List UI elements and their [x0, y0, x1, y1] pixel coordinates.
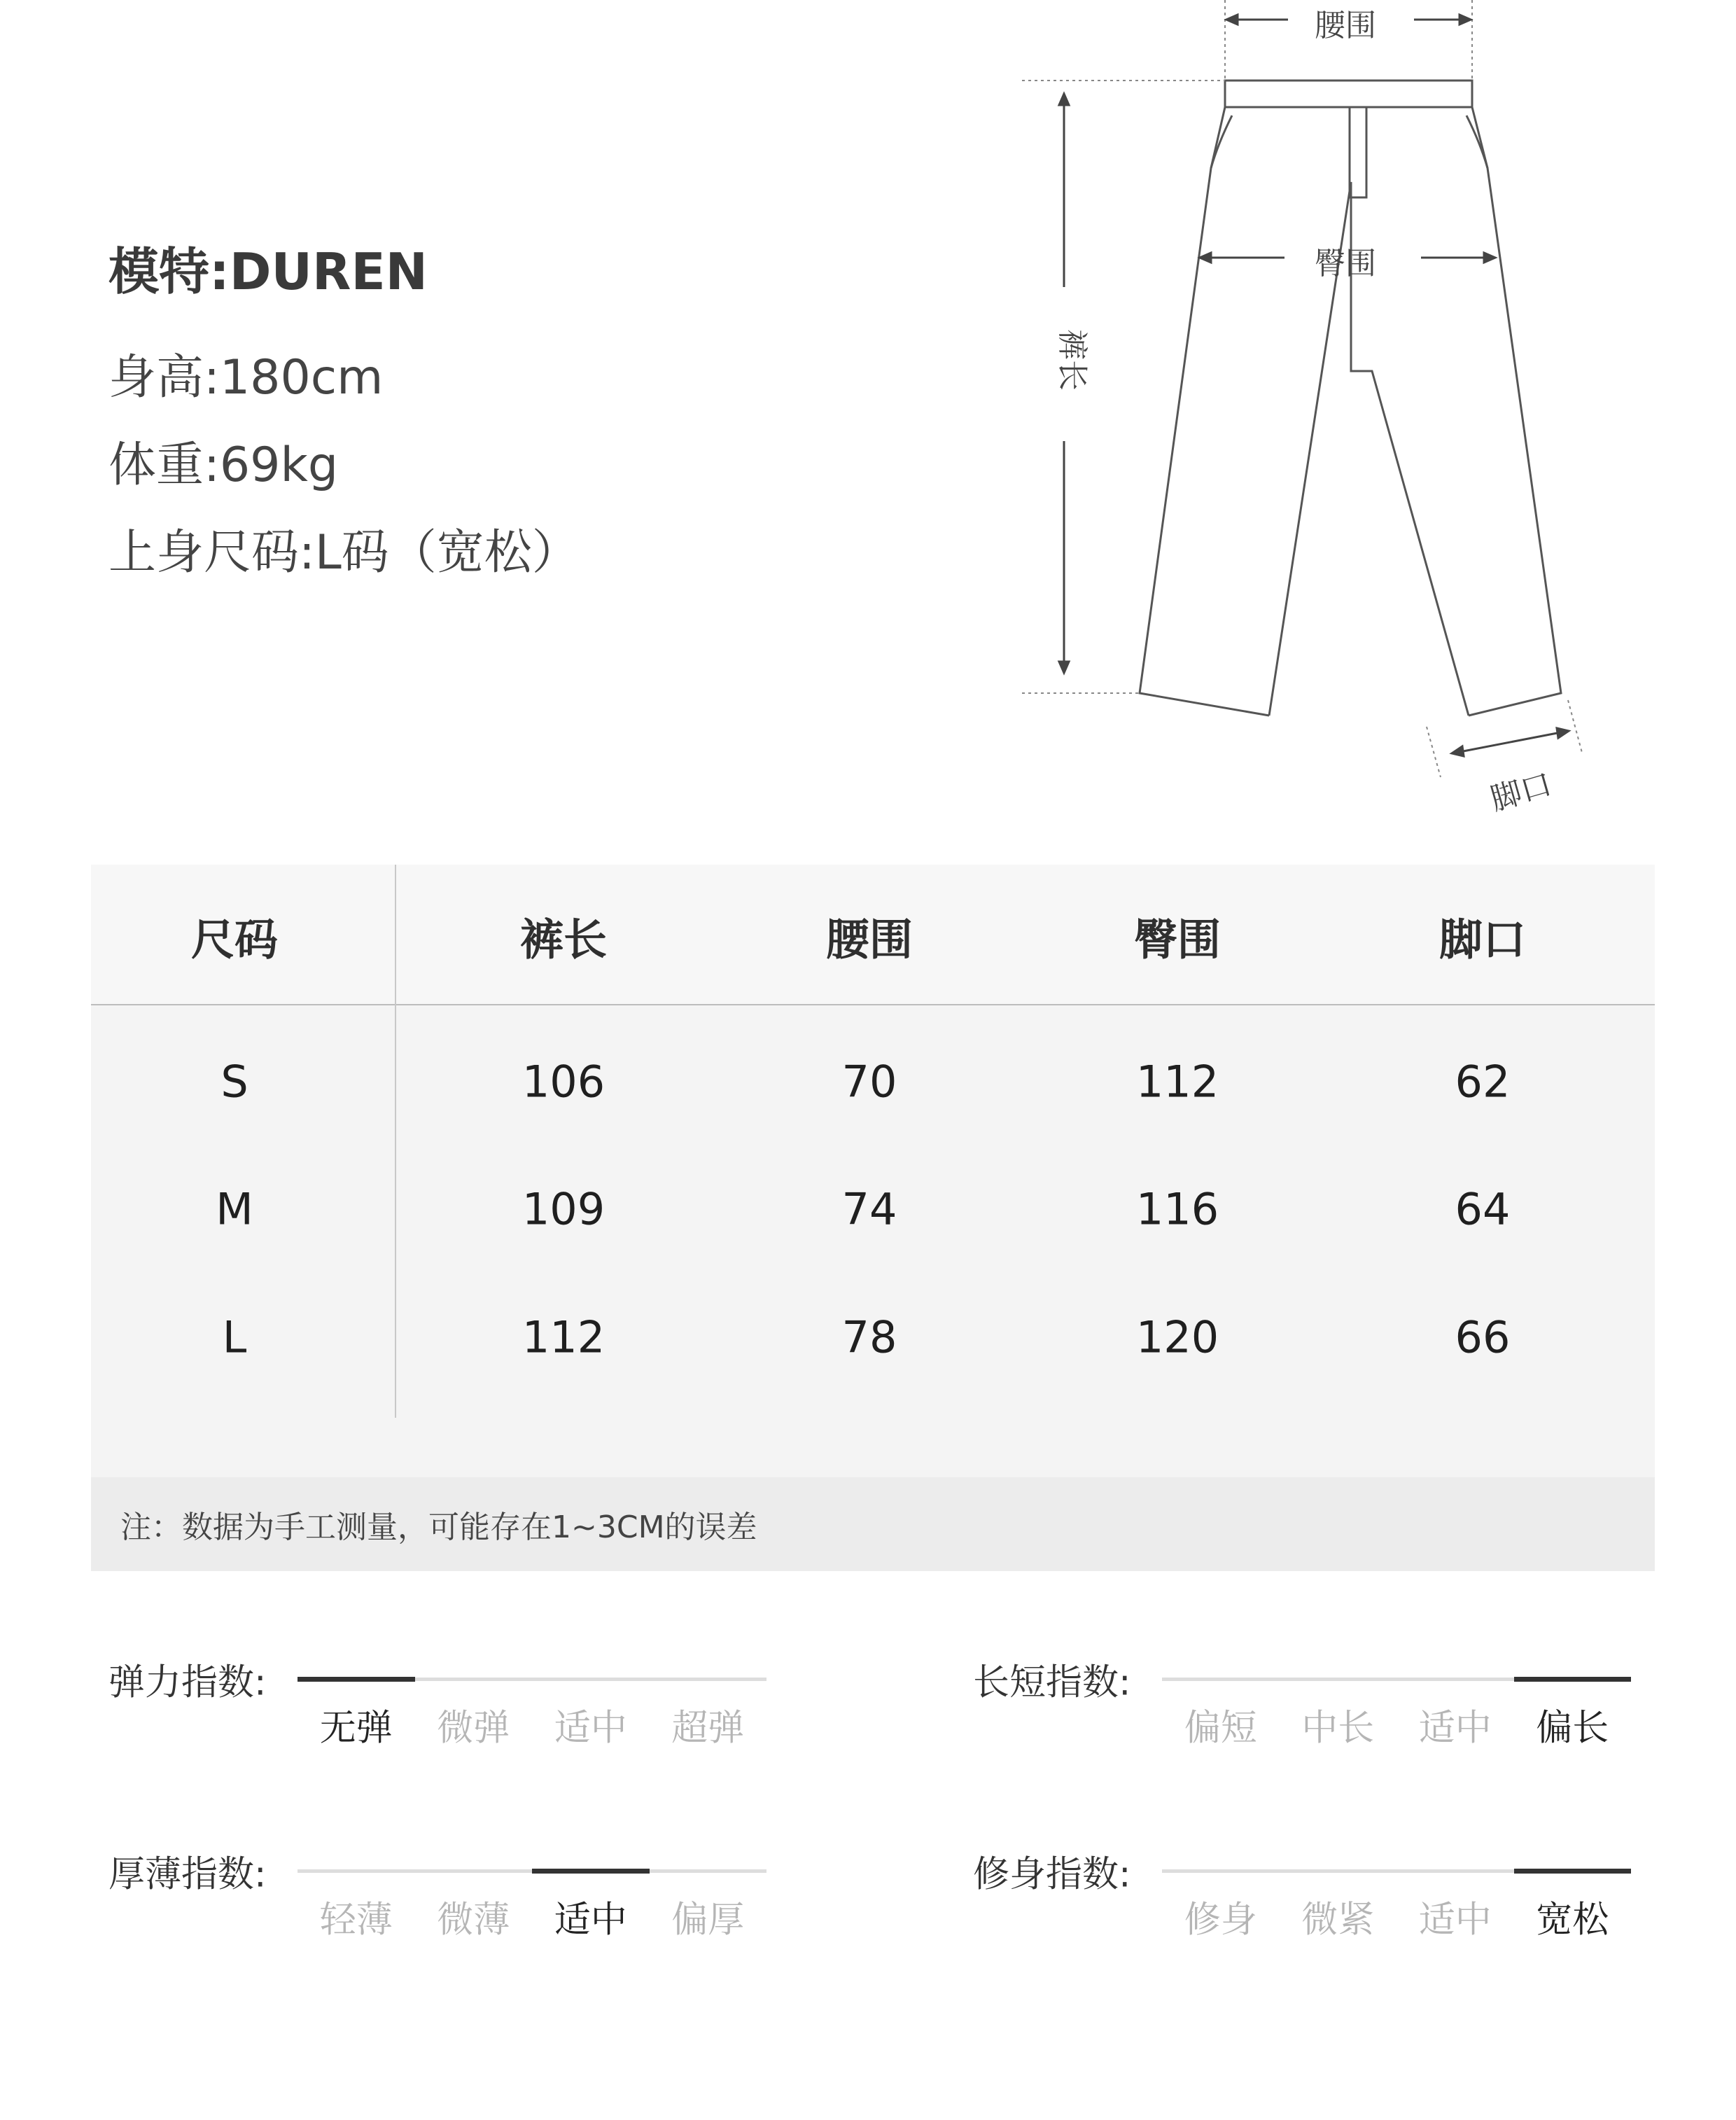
pants-outline-icon [1008, 0, 1624, 840]
model-weight: 体重:69kg [108, 438, 338, 493]
length-index-indicator [1514, 1677, 1632, 1682]
header-length: 裤长 [519, 914, 608, 965]
cell-length: 106 [522, 1056, 606, 1108]
diagram-label-hem: 脚口 [1486, 766, 1556, 818]
header-size: 尺码 [190, 914, 279, 965]
fit-index-option: 微紧 [1301, 1899, 1375, 1941]
thickness-index-option: 微薄 [437, 1899, 510, 1941]
measurement-note: 注：数据为手工测量，可能存在1~3CM的误差 [120, 1509, 757, 1545]
fit-index-option: 适中 [1418, 1899, 1492, 1941]
diagram-label-waist: 腰围 [1315, 8, 1376, 43]
fit-index-indicator [1514, 1869, 1632, 1874]
diagram-label-length: 裤长 [1054, 329, 1090, 391]
cell-length: 109 [522, 1183, 606, 1235]
cell-waist: 78 [841, 1311, 897, 1363]
cell-size: L [222, 1311, 247, 1363]
length-index-option: 适中 [1418, 1707, 1492, 1750]
thickness-index-option: 偏厚 [671, 1899, 745, 1941]
thickness-index-indicator [532, 1869, 650, 1874]
length-index-option: 中长 [1301, 1707, 1375, 1750]
thickness-index-option: 轻薄 [319, 1899, 393, 1941]
thickness-index-label: 厚薄指数: [108, 1853, 267, 1896]
stretch-index-option: 超弹 [671, 1707, 745, 1750]
cell-waist: 74 [841, 1183, 897, 1235]
header-hem: 脚口 [1438, 914, 1527, 965]
cell-hem: 62 [1455, 1056, 1511, 1108]
pants-measurement-diagram [1008, 0, 1624, 840]
stretch-index-label: 弹力指数: [108, 1661, 267, 1704]
stretch-index-option: 适中 [554, 1707, 627, 1750]
model-height: 身高:180cm [108, 350, 384, 405]
cell-hip: 120 [1135, 1311, 1219, 1363]
size-table [91, 865, 1655, 1571]
model-name: 模特:DUREN [108, 242, 428, 301]
cell-waist: 70 [841, 1056, 897, 1108]
cell-size: S [220, 1056, 248, 1108]
fit-index-label: 修身指数: [973, 1853, 1131, 1896]
header-hip: 臀围 [1133, 914, 1222, 965]
cell-hip: 116 [1135, 1183, 1219, 1235]
length-index-option: 偏短 [1184, 1707, 1257, 1750]
header-divider [91, 1004, 1655, 1005]
model-top-size: 上身尺码:L码（宽松） [108, 525, 580, 580]
cell-size: M [216, 1183, 253, 1235]
cell-hem: 64 [1455, 1183, 1511, 1235]
fit-index-option: 修身 [1184, 1899, 1257, 1941]
length-index-option: 偏长 [1536, 1707, 1609, 1750]
measurement-note-bar [91, 1477, 1655, 1571]
column-divider [395, 865, 396, 1418]
stretch-index-indicator [298, 1677, 415, 1682]
diagram-label-hip: 臀围 [1315, 246, 1376, 281]
fit-index-option: 宽松 [1536, 1899, 1609, 1941]
length-index-label: 长短指数: [973, 1661, 1131, 1704]
stretch-index-option: 微弹 [437, 1707, 510, 1750]
cell-hip: 112 [1135, 1056, 1219, 1108]
thickness-index-option: 适中 [554, 1899, 627, 1941]
stretch-index-option: 无弹 [319, 1707, 393, 1750]
header-waist: 腰围 [825, 914, 913, 965]
cell-hem: 66 [1455, 1311, 1511, 1363]
cell-length: 112 [522, 1311, 606, 1363]
